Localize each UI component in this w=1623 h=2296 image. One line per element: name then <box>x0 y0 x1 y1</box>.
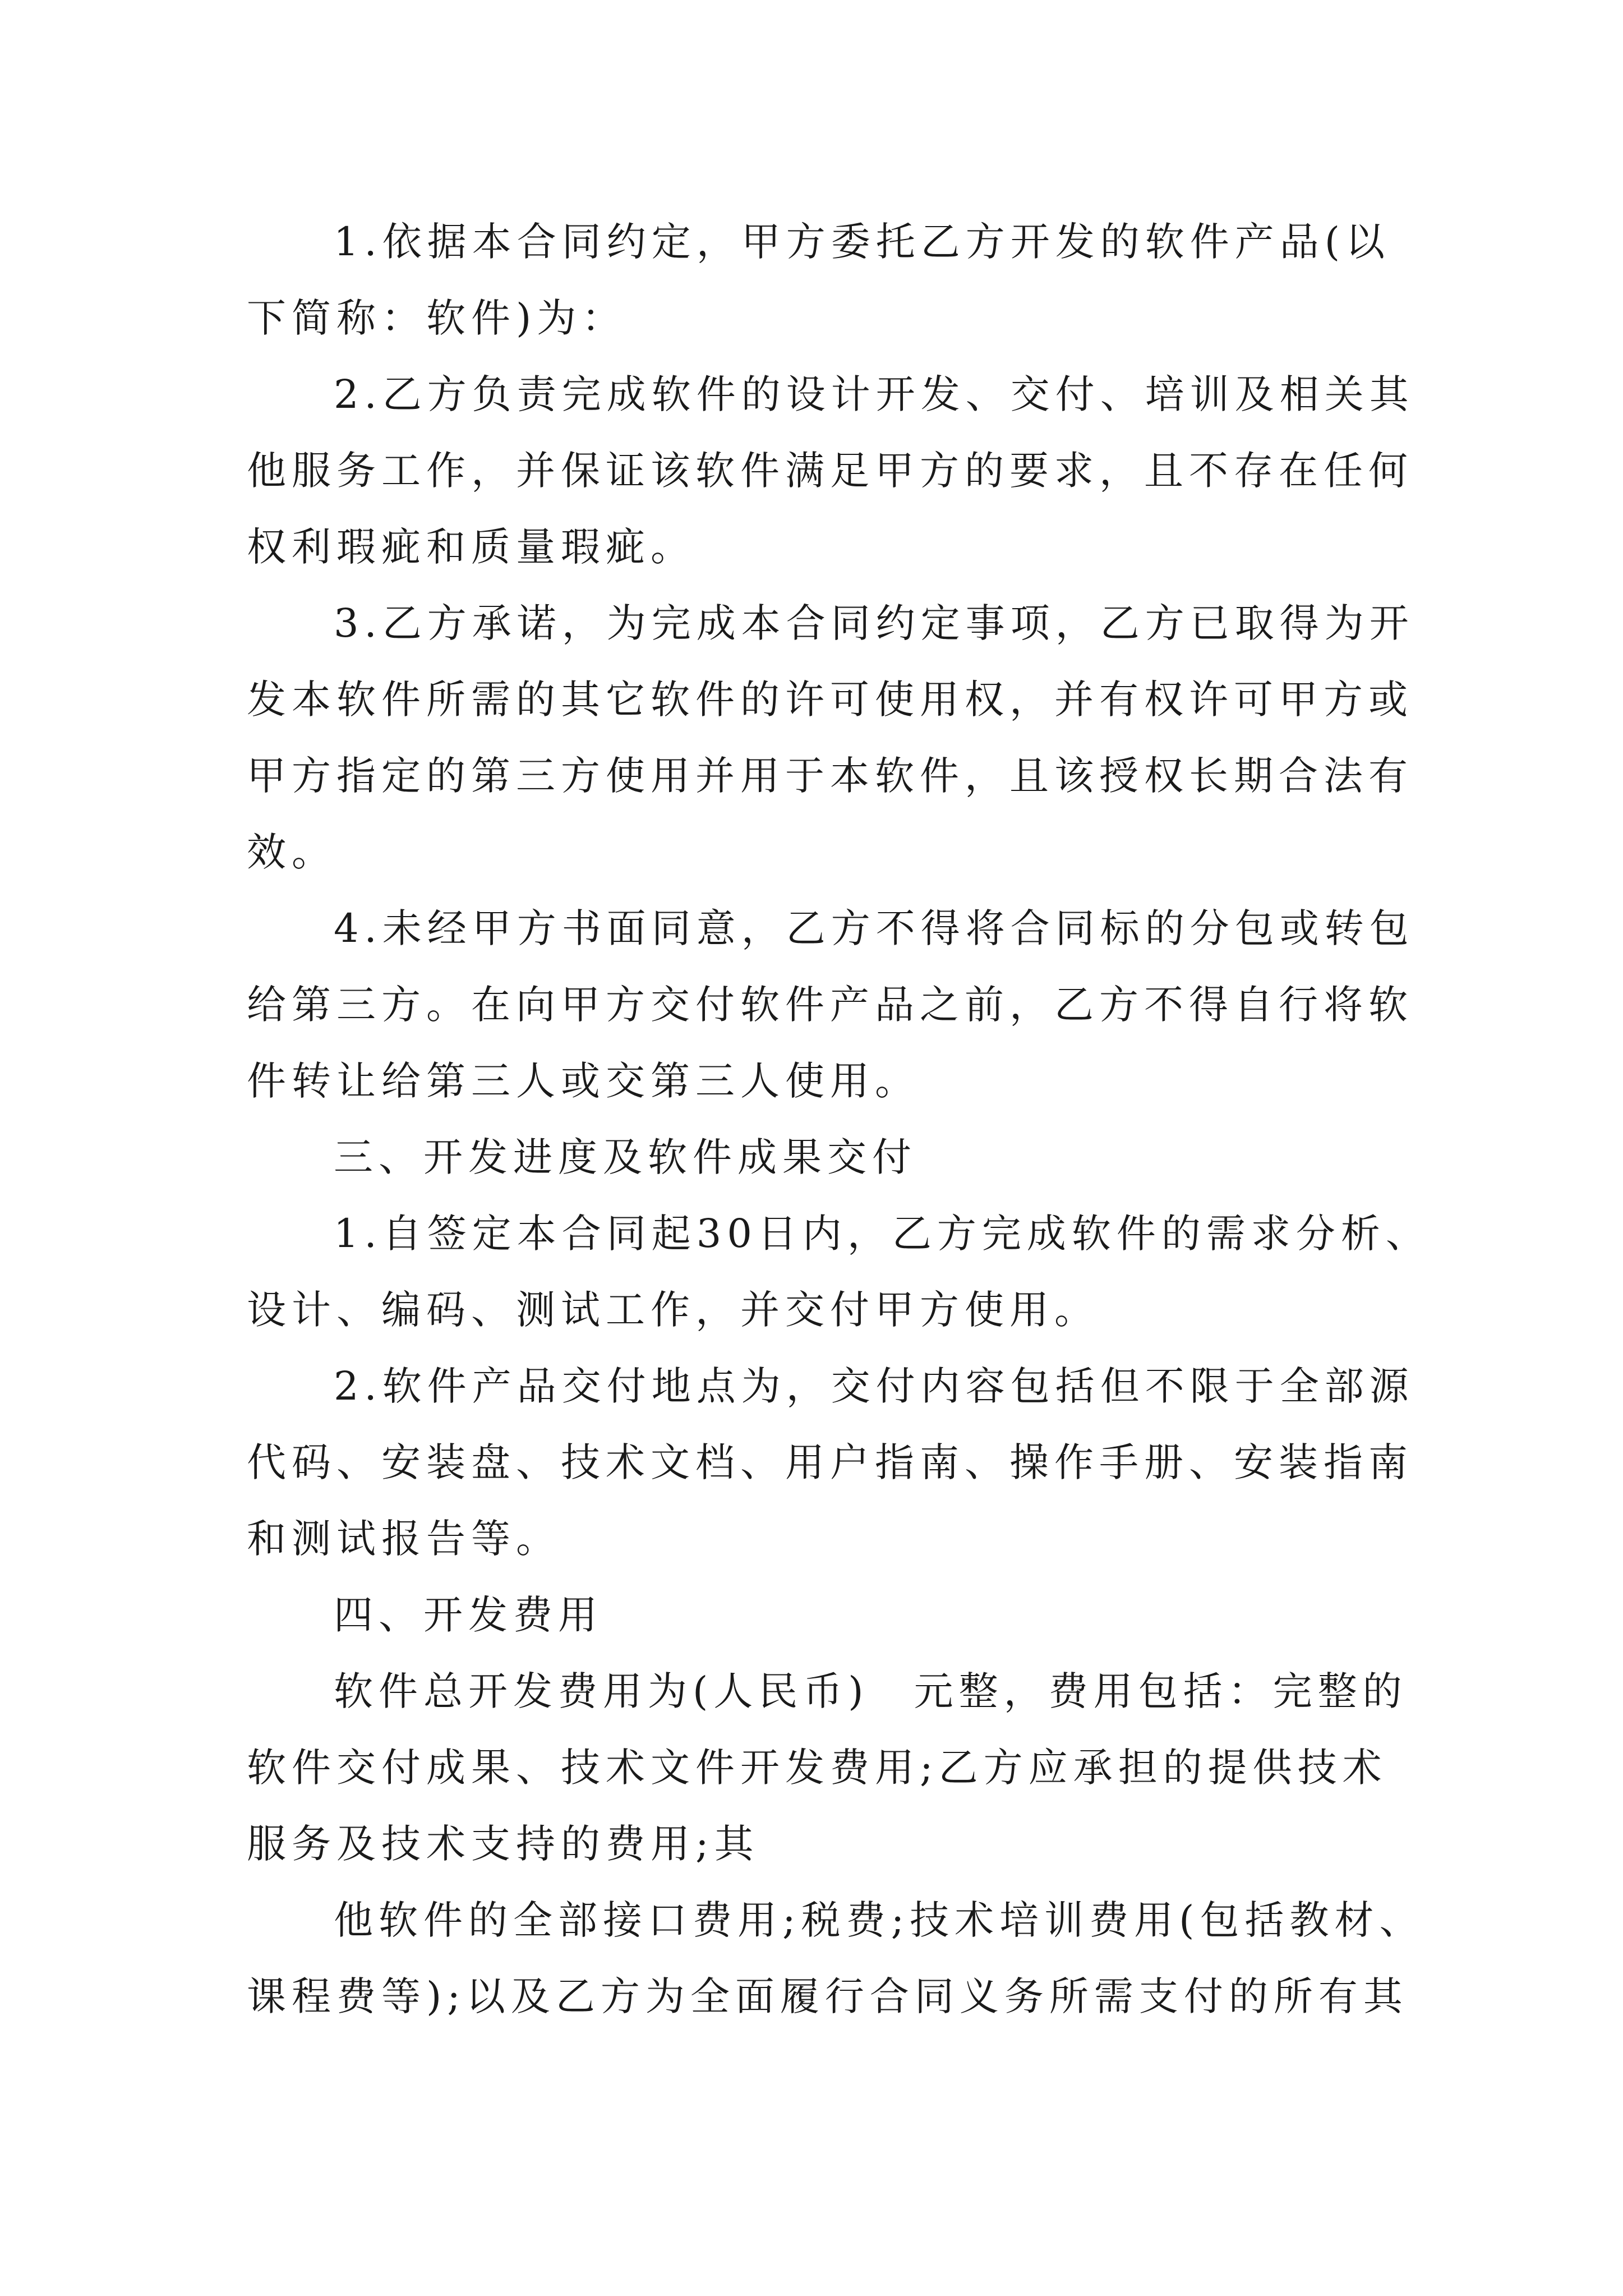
paragraph-line: 课程费等);以及乙方为全面履行合同义务所需支付的所有其 <box>247 1973 1408 2019</box>
paragraph-line: 4.未经甲方书面同意，乙方不得将合同标的分包或转包 <box>334 905 1414 951</box>
section-heading: 四、开发费用 <box>334 1592 603 1638</box>
section-heading: 三、开发进度及软件成果交付 <box>334 1134 917 1180</box>
paragraph-line: 下简称：软件)为： <box>247 295 627 341</box>
paragraph-line: 他服务工作，并保证该软件满足甲方的要求，且不存在任何 <box>247 448 1413 494</box>
paragraph-line: 效。 <box>247 829 336 875</box>
paragraph-line: 给第三方。在向甲方交付软件产品之前，乙方不得自行将软 <box>247 982 1413 1028</box>
paragraph-line: 和测试报告等。 <box>247 1516 561 1562</box>
paragraph-line: 设计、编码、测试工作，并交付甲方使用。 <box>247 1287 1099 1333</box>
paragraph-line: 权利瑕疵和质量瑕疵。 <box>247 524 695 570</box>
paragraph-line: 3.乙方承诺，为完成本合同约定事项，乙方已取得为开 <box>334 600 1414 646</box>
paragraph-line: 软件交付成果、技术文件开发费用;乙方应承担的提供技术 <box>247 1745 1387 1791</box>
paragraph-line: 甲方指定的第三方使用并用于本软件，且该授权长期合法有 <box>247 753 1413 799</box>
paragraph-line: 1.自签定本合同起30日内，乙方完成软件的需求分析、 <box>334 1211 1431 1257</box>
paragraph-line: 件转让给第三人或交第三人使用。 <box>247 1058 920 1104</box>
paragraph-line: 服务及技术支持的费用;其 <box>247 1821 759 1867</box>
paragraph-line: 他软件的全部接口费用;税费;技术培训费用(包括教材、 <box>334 1897 1424 1943</box>
paragraph-line: 软件总开发费用为(人民币) 元整，费用包括：完整的 <box>334 1668 1408 1714</box>
paragraph-line: 2.软件产品交付地点为，交付内容包括但不限于全部源 <box>334 1363 1414 1409</box>
paragraph-line: 代码、安装盘、技术文档、用户指南、操作手册、安装指南 <box>247 1439 1413 1485</box>
paragraph-line: 发本软件所需的其它软件的许可使用权，并有权许可甲方或 <box>247 677 1413 723</box>
paragraph-line: 2.乙方负责完成软件的设计开发、交付、培训及相关其 <box>334 371 1414 417</box>
paragraph-line: 1.依据本合同约定，甲方委托乙方开发的软件产品(以 <box>334 219 1391 265</box>
